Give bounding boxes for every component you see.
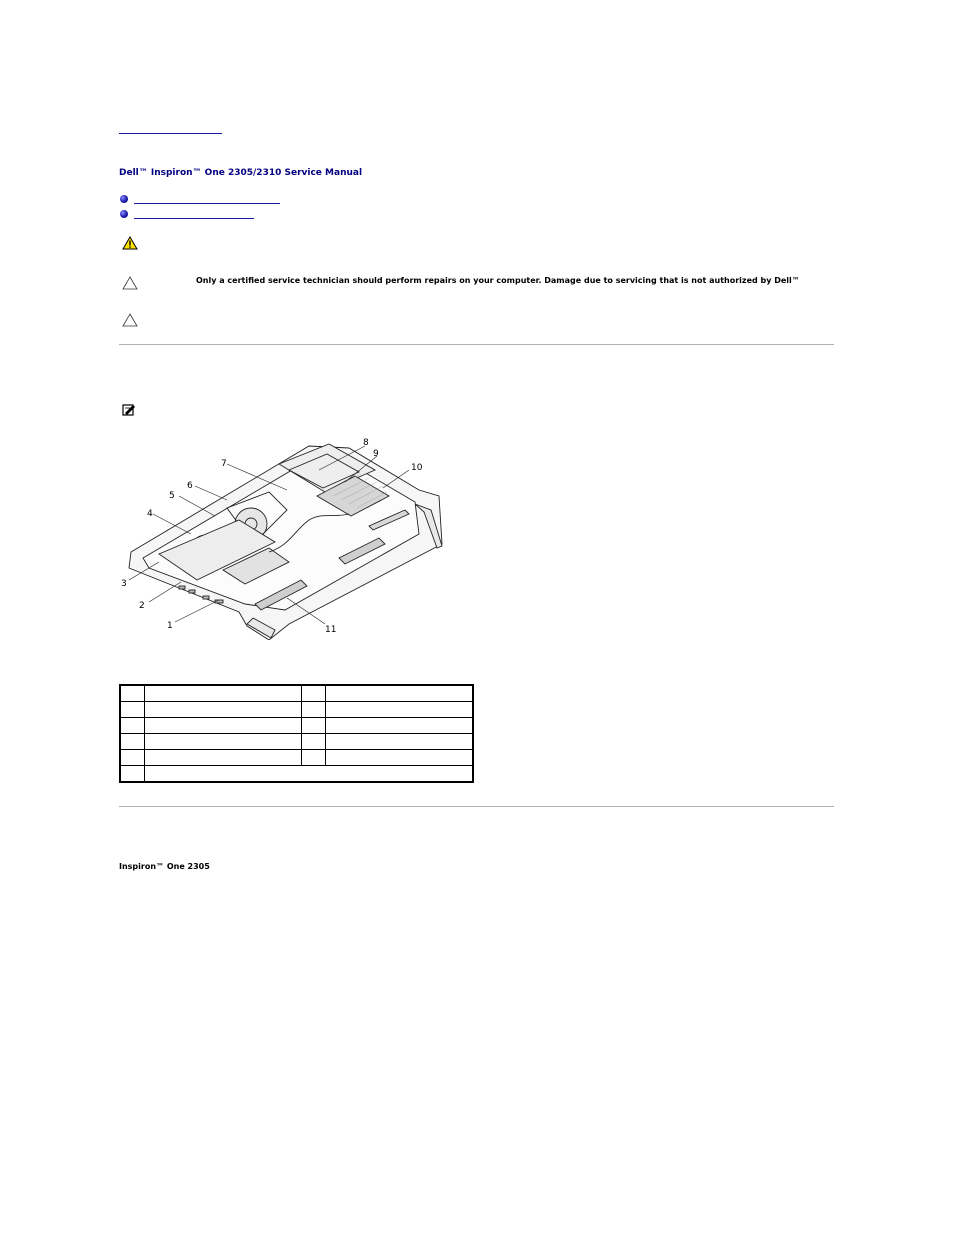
callout-2: 2 [139, 601, 145, 611]
table-row [120, 750, 473, 766]
callout-4: 4 [147, 509, 153, 519]
callout-1: 1 [167, 621, 173, 631]
callout-11: 11 [325, 625, 337, 635]
table-row [120, 702, 473, 718]
bullet-icon [120, 210, 128, 218]
document-title: Dell™ Inspiron™ One 2305/2310 Service Manual [119, 168, 363, 178]
computer-internals-figure [119, 434, 449, 640]
callout-6: 6 [187, 481, 193, 491]
model-heading: Inspiron™ One 2305 [119, 862, 210, 871]
parts-legend-table [119, 684, 474, 783]
callout-8: 8 [363, 438, 369, 448]
callout-9: 9 [373, 449, 379, 459]
callout-3: 3 [121, 579, 127, 589]
callout-5: 5 [169, 491, 175, 501]
bullet-icon [120, 195, 128, 203]
callout-7: 7 [221, 459, 227, 469]
table-row [120, 685, 473, 702]
warning-icon [122, 236, 138, 250]
caution-icon [122, 276, 138, 290]
section-divider [119, 806, 834, 807]
callout-10: 10 [411, 463, 423, 473]
table-row [120, 766, 473, 783]
note-icon [122, 403, 136, 416]
toc-link-inside-computer[interactable] [134, 210, 254, 219]
back-to-contents-link[interactable] [119, 122, 222, 134]
table-row [120, 718, 473, 734]
table-row [120, 734, 473, 750]
caution-icon [122, 313, 138, 327]
caution-text: Only a certified service technician should perform repairs on your computer. Damage due to servicing that is not authorized by Dell™ [196, 276, 800, 285]
toc-link-before-you-begin[interactable] [134, 195, 280, 204]
section-divider [119, 344, 834, 345]
